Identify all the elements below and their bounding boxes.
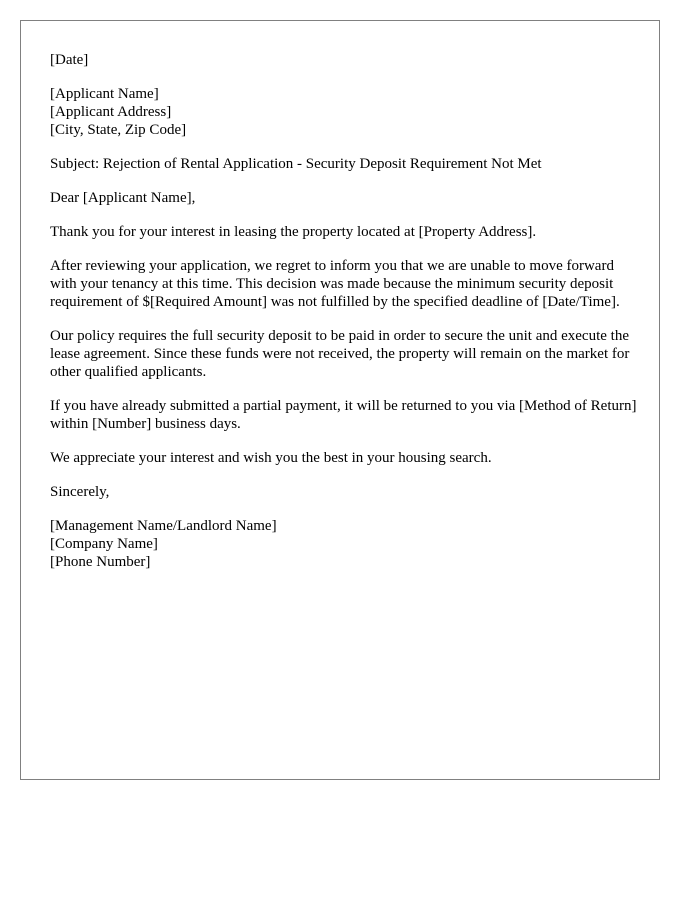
subject-text: Subject: Rejection of Rental Application - Security Deposit Requirement Not Met [50,156,542,172]
paragraph-intro: Thank you for your interest in leasing the property located at [Property Address]. [50,224,537,240]
closing [50,483,642,501]
salutation [50,189,642,207]
recipient-name: [Applicant Name] [50,86,159,102]
recipient-city-state-zip: [City, State, Zip Code] [50,122,187,138]
salutation-text: Dear [Applicant Name], [50,190,196,206]
paragraph-appreciation: We appreciate your interest and wish you the best in your housing search. [50,450,492,466]
recipient-address: [Applicant Address] [50,104,172,120]
letter-body [50,51,642,571]
letter-date [50,51,642,69]
paragraph-refund: If you have already submitted a partial payment, it will be returned to you via [Method of Return] within [Number] business days. [50,398,637,432]
signature-phone: [Phone Number] [50,554,151,570]
closing-text: Sincerely, [50,484,110,500]
paragraph-decision: After reviewing your application, we regret to inform you that we are unable to move forward with your tenancy at this time. This decision was made because the minimum security deposit requirement of $[Required Amount] was not fulfilled by the specified deadline of [Date/Time]. [50,258,620,310]
signature-name: [Management Name/Landlord Name] [50,518,277,534]
subject-line [50,155,642,173]
paragraph-policy: Our policy requires the full security deposit to be paid in order to secure the unit and execute the lease agreement. Since these funds were not received, the property will remain on the market for other qualified applicants. [50,328,630,380]
recipient-block [50,85,642,139]
signature-company: [Company Name] [50,536,158,552]
date-line: [Date] [50,52,89,68]
letter-frame [20,20,660,780]
signature-block [50,517,642,571]
